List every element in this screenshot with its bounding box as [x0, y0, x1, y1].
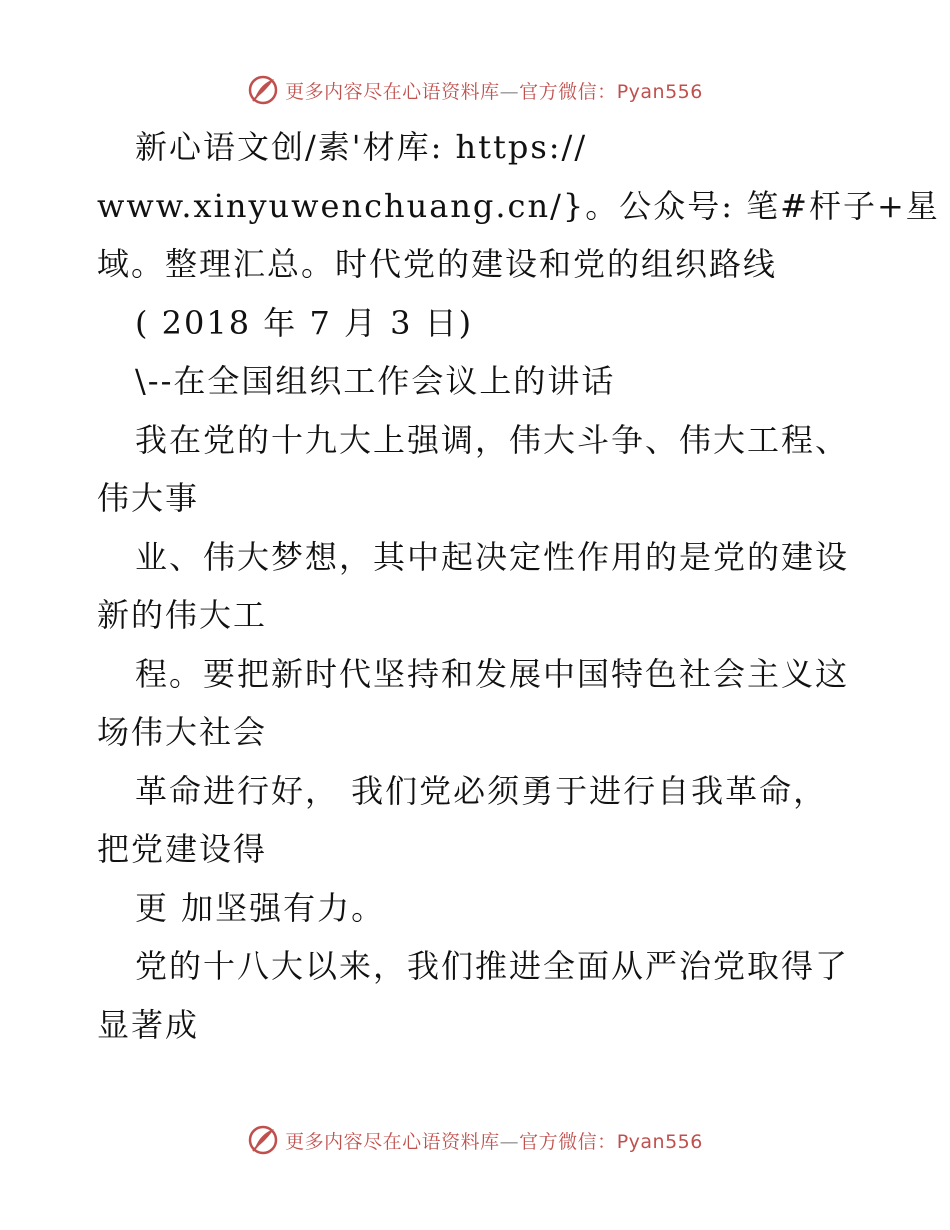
- document-body: [97, 118, 940, 1054]
- body-line: \--在全国组织工作会议上的讲话: [135, 362, 616, 400]
- footer-banner-title: 更多内容尽在心语资料库: [285, 1130, 500, 1153]
- red-feather-logo-icon: [247, 1124, 279, 1156]
- header-banner-contact-handle: Pyan556: [616, 80, 703, 103]
- header-banner-separator: —: [499, 80, 520, 103]
- body-line: 域。整理汇总。时代党的建设和党的组织路线: [97, 245, 778, 283]
- body-line: 新的伟大工: [97, 596, 268, 634]
- header-banner-text: [285, 77, 703, 104]
- body-line: 显著成: [97, 1005, 200, 1044]
- header-banner-title: 更多内容尽在心语资料库: [285, 80, 500, 103]
- body-line: ( 2018 年 7 月 3 日): [135, 303, 474, 342]
- body-line: 伟大事: [97, 479, 200, 517]
- red-feather-logo-icon: [247, 74, 279, 106]
- footer-banner-contact-label: 官方微信：: [519, 1130, 617, 1153]
- body-line: 我在党的十九大上强调，伟大斗争、伟大工程、: [135, 420, 850, 459]
- footer-banner-separator: —: [499, 1130, 520, 1153]
- header-banner: [0, 70, 950, 110]
- body-line: 更 加坚强有力。: [135, 888, 386, 927]
- header-banner-contact-label: 官方微信：: [519, 80, 617, 103]
- body-line: 革命进行好， 我们党必须勇于进行自我革命，: [135, 771, 828, 810]
- body-line: 把党建设得: [97, 830, 268, 868]
- body-line: 党的十八大以来，我们推进全面从严治党取得了: [135, 947, 850, 985]
- footer-banner: [0, 1120, 950, 1160]
- body-line: 程。要把新时代坚持和发展中国特色社会主义这: [135, 654, 850, 693]
- body-line: 业、伟大梦想，其中起决定性作用的是党的建设: [135, 537, 850, 576]
- footer-banner-text: [285, 1127, 703, 1154]
- body-line: 新心语文创/素'材库: https://: [135, 128, 588, 166]
- body-line: 场伟大社会: [97, 713, 268, 751]
- footer-banner-contact-handle: Pyan556: [616, 1130, 703, 1153]
- body-line: www.xinyuwenchuang.cn/}。公众号: 笔#杆子+星: [97, 186, 940, 225]
